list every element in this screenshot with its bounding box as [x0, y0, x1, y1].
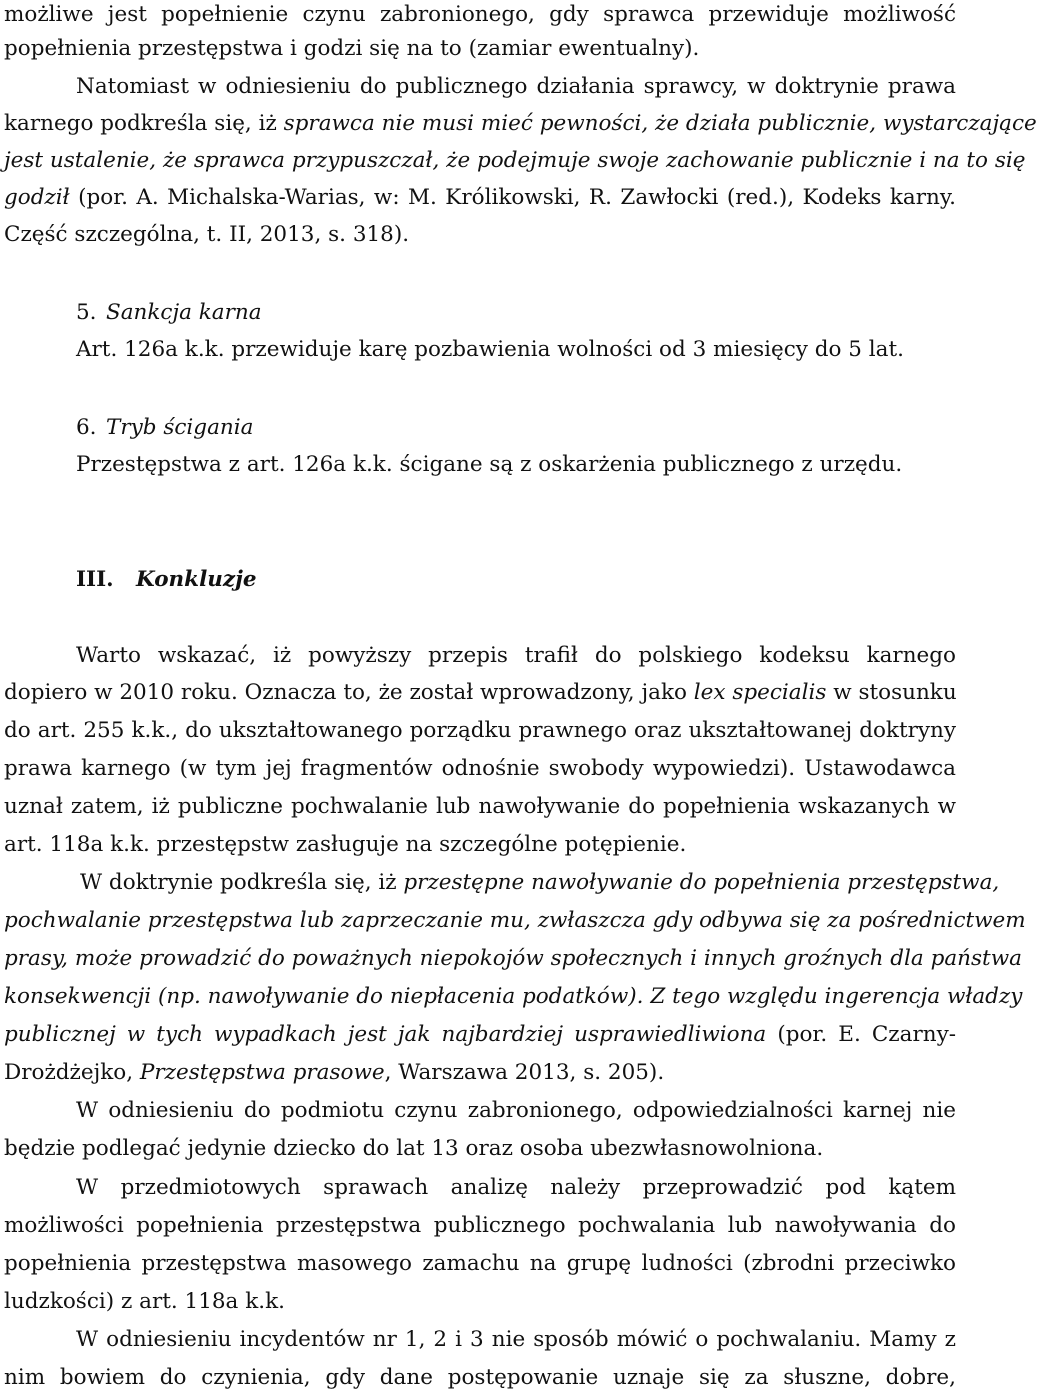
paragraph-line: W doktrynie podkreśla się, iż przestępne nawoływanie do popełnienia przestępstwa,: [80, 870, 1000, 895]
paragraph-line: nim bowiem do czynienia, gdy dane postępowanie uznaje się za słuszne, dobre,: [4, 1365, 956, 1390]
chapter-title: Konkluzje: [136, 567, 257, 592]
paragraph-line: jest ustalenie, że sprawca przypuszczał, że podejmuje swoje zachowanie publicznie i na to się: [4, 148, 1026, 173]
paragraph-line: uznał zatem, iż publiczne pochwalanie lub nawoływanie do popełnienia wskazanych w: [4, 794, 956, 819]
paragraph-line: dopiero w 2010 roku. Oznacza to, że został wprowadzony, jako lex specialis w stosunku: [4, 680, 957, 705]
paragraph-line: Drożdżejko, Przestępstwa prasowe, Warszawa 2013, s. 205).: [4, 1060, 665, 1085]
section-number: 6.: [76, 415, 97, 440]
section-title: Tryb ścigania: [106, 415, 254, 440]
paragraph-line: konsekwencji (np. nawoływanie do niepłacenia podatków). Z tego względu ingerencja władzy: [4, 984, 1023, 1009]
section-text: Art. 126a k.k. przewiduje karę pozbawienia wolności od 3 miesięcy do 5 lat.: [76, 337, 904, 362]
paragraph-line: popełnienia przestępstwa i godzi się na to (zamiar ewentualny).: [4, 36, 700, 61]
chapter-number: III.: [76, 567, 114, 592]
paragraph-line: W odniesieniu do podmiotu czynu zabronionego, odpowiedzialności karnej nie: [76, 1098, 956, 1123]
paragraph-line: prawa karnego (w tym jej fragmentów odnośnie swobody wypowiedzi). Ustawodawca: [4, 756, 956, 781]
paragraph-line: możliwości popełnienia przestępstwa publicznego pochwalania lub nawoływania do: [4, 1213, 956, 1238]
paragraph-line: karnego podkreśla się, iż sprawca nie musi mieć pewności, że działa publicznie, wystarczające: [4, 111, 1037, 136]
paragraph-line: Część szczególna, t. II, 2013, s. 318).: [4, 222, 410, 247]
paragraph-line: możliwe jest popełnienie czynu zabronionego, gdy sprawca przewiduje możliwość: [4, 2, 956, 27]
paragraph-line: prasy, może prowadzić do poważnych niepokojów społecznych i innych groźnych dla państwa: [4, 946, 1022, 971]
paragraph-line: ludzkości) z art. 118a k.k.: [4, 1289, 285, 1314]
chapter-heading: [76, 565, 956, 595]
paragraph-line: art. 118a k.k. przestępstw zasługuje na szczególne potępienie.: [4, 832, 687, 857]
paragraph-line: W odniesieniu incydentów nr 1, 2 i 3 nie sposób mówić o pochwalaniu. Mamy z: [76, 1327, 956, 1352]
paragraph-line: W przedmiotowych sprawach analizę należy przeprowadzić pod kątem: [76, 1175, 956, 1200]
paragraph-line: będzie podlegać jedynie dziecko do lat 13 oraz osoba ubezwłasnowolniona.: [4, 1136, 824, 1161]
paragraph-line: publicznej w tych wypadkach jest jak najbardziej usprawiedliwiona (por. E. Czarny-: [4, 1022, 956, 1047]
section-text: Przestępstwa z art. 126a k.k. ścigane są z oskarżenia publicznego z urzędu.: [76, 452, 903, 477]
paragraph-line: pochwalanie przestępstwa lub zaprzeczanie mu, zwłaszcza gdy odbywa się za pośrednictwem: [4, 908, 1026, 933]
section-heading: [76, 298, 956, 328]
paragraph-line: do art. 255 k.k., do ukształtowanego porządku prawnego oraz ukształtowanej doktryny: [4, 718, 956, 743]
section-number: 5.: [76, 300, 97, 325]
paragraph-line: Warto wskazać, iż powyższy przepis trafił do polskiego kodeksu karnego: [76, 643, 956, 668]
paragraph-line: godził (por. A. Michalska-Warias, w: M. Królikowski, R. Zawłocki (red.), Kodeks karny.: [4, 185, 956, 210]
section-heading: [76, 413, 956, 443]
paragraph-line: popełnienia przestępstwa masowego zamachu na grupę ludności (zbrodni przeciwko: [4, 1251, 956, 1276]
paragraph-line: Natomiast w odniesieniu do publicznego działania sprawcy, w doktrynie prawa: [76, 74, 956, 99]
section-title: Sankcja karna: [106, 300, 262, 325]
